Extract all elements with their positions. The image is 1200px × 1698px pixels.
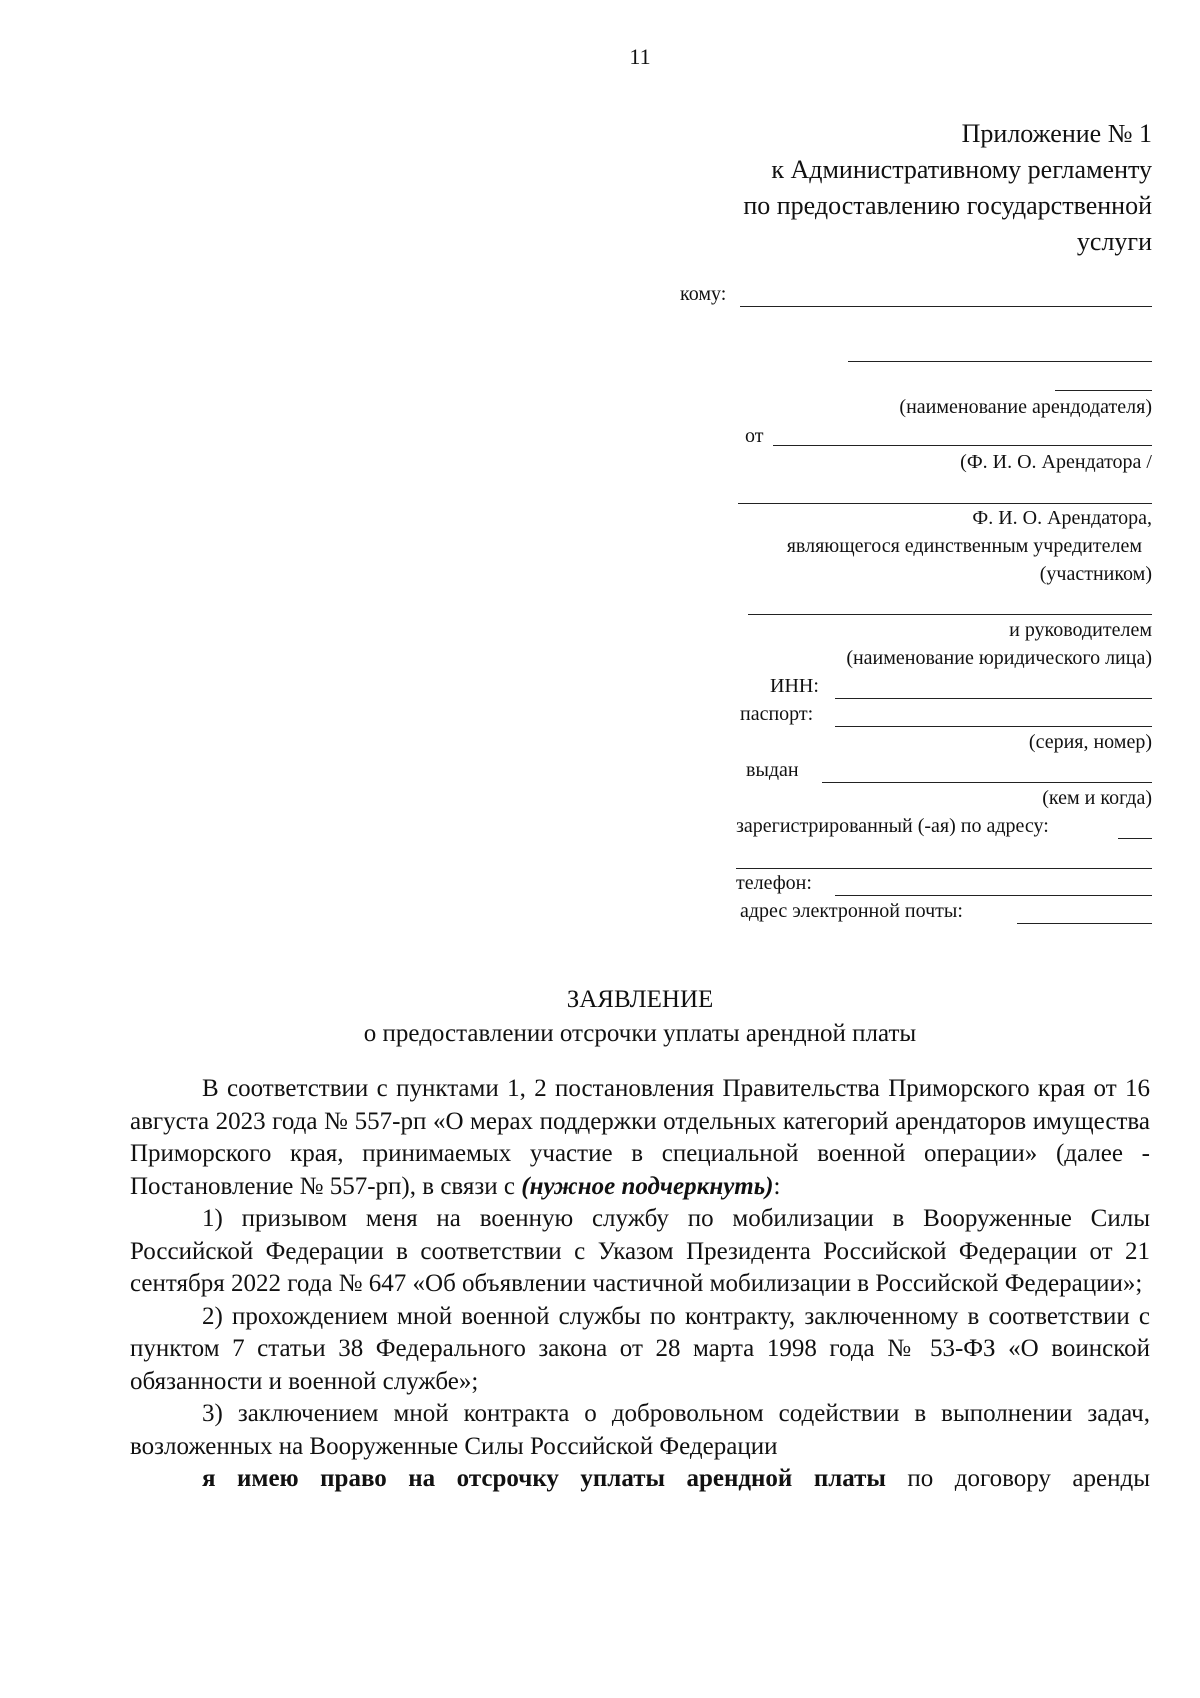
page-number: 11 — [629, 44, 651, 69]
issued-label: выдан — [746, 759, 799, 781]
right-paragraph — [130, 1463, 1150, 1496]
intro-text: В соответствии с пунктами 1, 2 постановления Правительства Приморского края от 16 августа 2023 года № 557-рп «О мерах поддержки отдельных категорий арендаторов имущества Приморского края, принимаемых участие в специальной военной операции» (далее - Постановление № 557-рп), в связи с — [130, 1075, 1150, 1200]
landlord-input-line-2[interactable] — [1055, 390, 1152, 391]
issued-caption: (кем и когда) — [1042, 787, 1152, 809]
ot-label: от — [745, 425, 764, 447]
komu-input-line[interactable] — [740, 306, 1152, 307]
right-bold-text: я имею право на отсрочку уплаты арендной платы — [202, 1465, 886, 1492]
appendix-line-1: Приложение № 1 — [961, 119, 1152, 148]
right-tail-text: по договору аренды — [885, 1465, 1151, 1492]
appendix-line-2: к Административному регламенту — [771, 155, 1152, 184]
head-caption: и руководителем — [1009, 619, 1152, 641]
passport-input-line[interactable] — [835, 726, 1152, 727]
landlord-input-line[interactable] — [848, 361, 1152, 362]
founder-caption-1: являющегося единственным учредителем — [786, 535, 1142, 557]
passport-caption: (серия, номер) — [1028, 731, 1152, 753]
fio2-caption: Ф. И. О. Арендатора, — [972, 507, 1152, 529]
komu-label: кому: — [680, 283, 727, 305]
landlord-caption: (наименование арендодателя) — [899, 396, 1152, 418]
issued-input-line[interactable] — [822, 782, 1152, 783]
registered-input-line[interactable] — [1118, 838, 1152, 839]
item-2: 2) прохождением мной военной службы по контракту, заключенному в соответствии с пунктом 7 статьи 38 Федерального закона от 28 марта 1998 года № 53-ФЗ «О воинской обязанности и военной службе»; — [130, 1302, 1150, 1395]
appendix-line-4: услуги — [1076, 227, 1152, 256]
email-label: адрес электронной почты: — [740, 900, 963, 922]
address-input-line[interactable] — [736, 868, 1152, 869]
intro-colon: : — [773, 1172, 781, 1200]
founder-input-line[interactable] — [748, 614, 1152, 615]
statement-subtitle: о предоставлении отсрочки уплаты арендной платы — [363, 1020, 917, 1047]
underline-note: (нужное подчеркнуть) — [521, 1172, 774, 1200]
passport-label: паспорт: — [740, 703, 814, 725]
phone-label: телефон: — [736, 872, 812, 894]
fio-caption: (Ф. И. О. Арендатора / — [960, 451, 1152, 473]
legal-entity-caption: (наименование юридического лица) — [846, 647, 1152, 669]
founder-caption-2: (участником) — [1039, 563, 1152, 585]
appendix-line-3: по предоставлению государственной — [743, 191, 1152, 220]
ot-input-line[interactable] — [773, 445, 1152, 446]
inn-input-line[interactable] — [835, 698, 1152, 699]
registered-label: зарегистрированный (-ая) по адресу: — [736, 815, 1049, 837]
item-1: 1) призывом меня на военную службу по мобилизации в Вооруженные Силы Российской Федерации в соответствии с Указом Президента Российской Федерации от 21 сентября 2022 года № 647 «Об объявлении частичной мобилизации в Российской Федерации»; — [130, 1205, 1150, 1297]
inn-label: ИНН: — [770, 675, 819, 697]
statement-title: ЗАЯВЛЕНИЕ — [566, 986, 714, 1013]
item-3: 3) заключением мной контракта о добровольном содействии в выполнении задач, возложенных на Вооруженные Силы Российской Федерации — [130, 1400, 1150, 1460]
statement-body — [130, 1073, 1150, 1496]
email-input-line[interactable] — [1017, 923, 1152, 924]
intro-paragraph — [130, 1073, 1150, 1203]
fio-input-line-2[interactable] — [738, 503, 1152, 504]
appendix-header — [743, 116, 1152, 260]
phone-input-line[interactable] — [835, 895, 1152, 896]
